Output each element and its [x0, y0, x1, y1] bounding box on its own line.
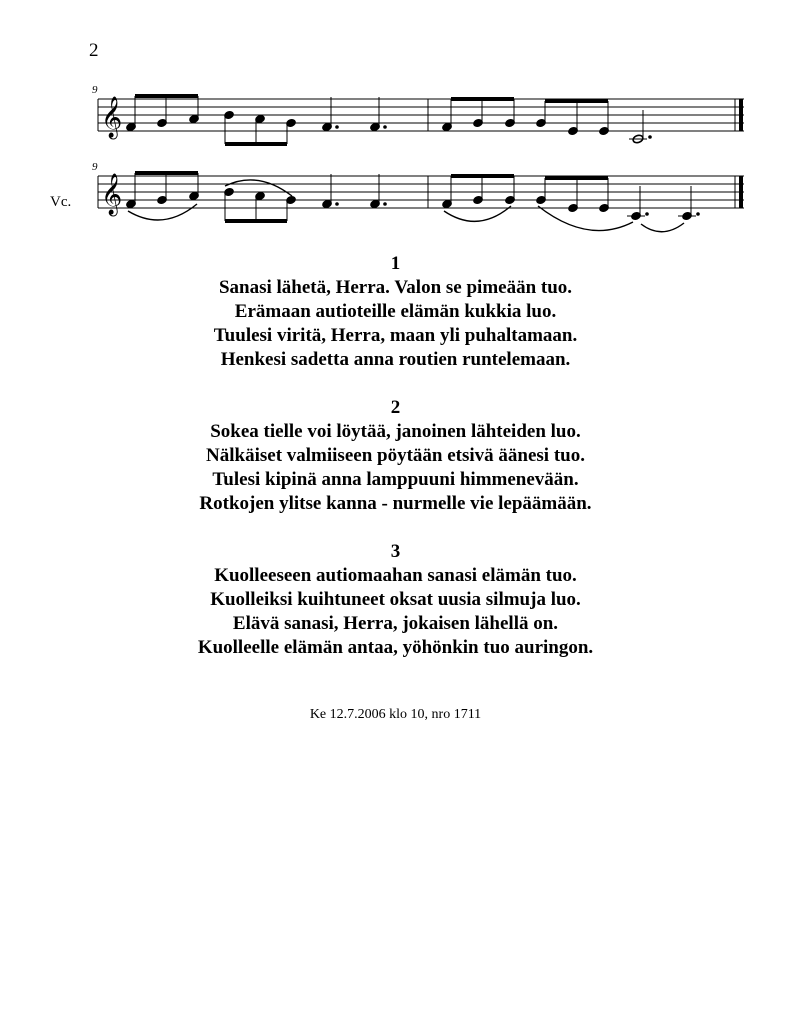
music-score: [0, 0, 791, 240]
verse-line: Rotkojen ylitse kanna - nurmelle vie lepäämään.: [199, 493, 592, 514]
verse-line: Erämaan autioteille elämän kukkia luo.: [234, 301, 557, 322]
measure-number: 9: [92, 84, 98, 96]
verse-line: Sanasi lähetä, Herra. Valon se pimeään tuo.: [218, 277, 573, 298]
verse-line: Tuulesi viritä, Herra, maan yli puhaltamaan.: [213, 325, 578, 346]
page-number: 2: [89, 40, 99, 61]
treble-clef-icon: 𝄞: [101, 97, 123, 138]
treble-clef-icon: 𝄞: [101, 174, 123, 215]
staff-lines: [98, 99, 744, 131]
verse-line: Elävä sanasi, Herra, jokaisen lähellä on.: [232, 613, 559, 634]
measure-number: 9: [92, 161, 98, 173]
stanza-number: 1: [390, 253, 401, 274]
verse-line: Kuolleelle elämän antaa, yöhönkin tuo auringon.: [197, 637, 594, 658]
staff-lines: [98, 176, 744, 208]
stanza-number: 3: [390, 541, 401, 562]
stanza-2: [0, 396, 791, 516]
footer-note: Ke 12.7.2006 klo 10, nro 1711: [309, 707, 482, 722]
final-bar-thick: [739, 176, 743, 208]
final-bar-thick: [739, 99, 743, 131]
staff-1: [92, 84, 744, 146]
verse-line: Sokea tielle voi löytää, janoinen lähteiden luo.: [210, 421, 581, 442]
verse-line: Henkesi sadetta anna routien runtelemaan.: [220, 349, 571, 370]
verse-line: Nälkäiset valmiiseen pöytään etsivä äänesi tuo.: [206, 445, 585, 466]
instrument-label: Vc.: [50, 194, 72, 210]
verse-line: Tulesi kipinä anna lamppuuni himmenevään.: [212, 469, 579, 490]
lyrics: [0, 252, 791, 684]
stanza-number: 2: [390, 397, 401, 418]
notes: [126, 94, 652, 146]
notes: [126, 171, 700, 223]
verse-line: Kuolleiksi kuihtuneet oksat uusia silmuja luo.: [210, 589, 581, 610]
stanza-1: [0, 252, 791, 372]
staff-2: [50, 161, 744, 232]
stanza-3: [0, 540, 791, 660]
verse-line: Kuolleeseen autiomaahan sanasi elämän tuo.: [214, 565, 577, 586]
